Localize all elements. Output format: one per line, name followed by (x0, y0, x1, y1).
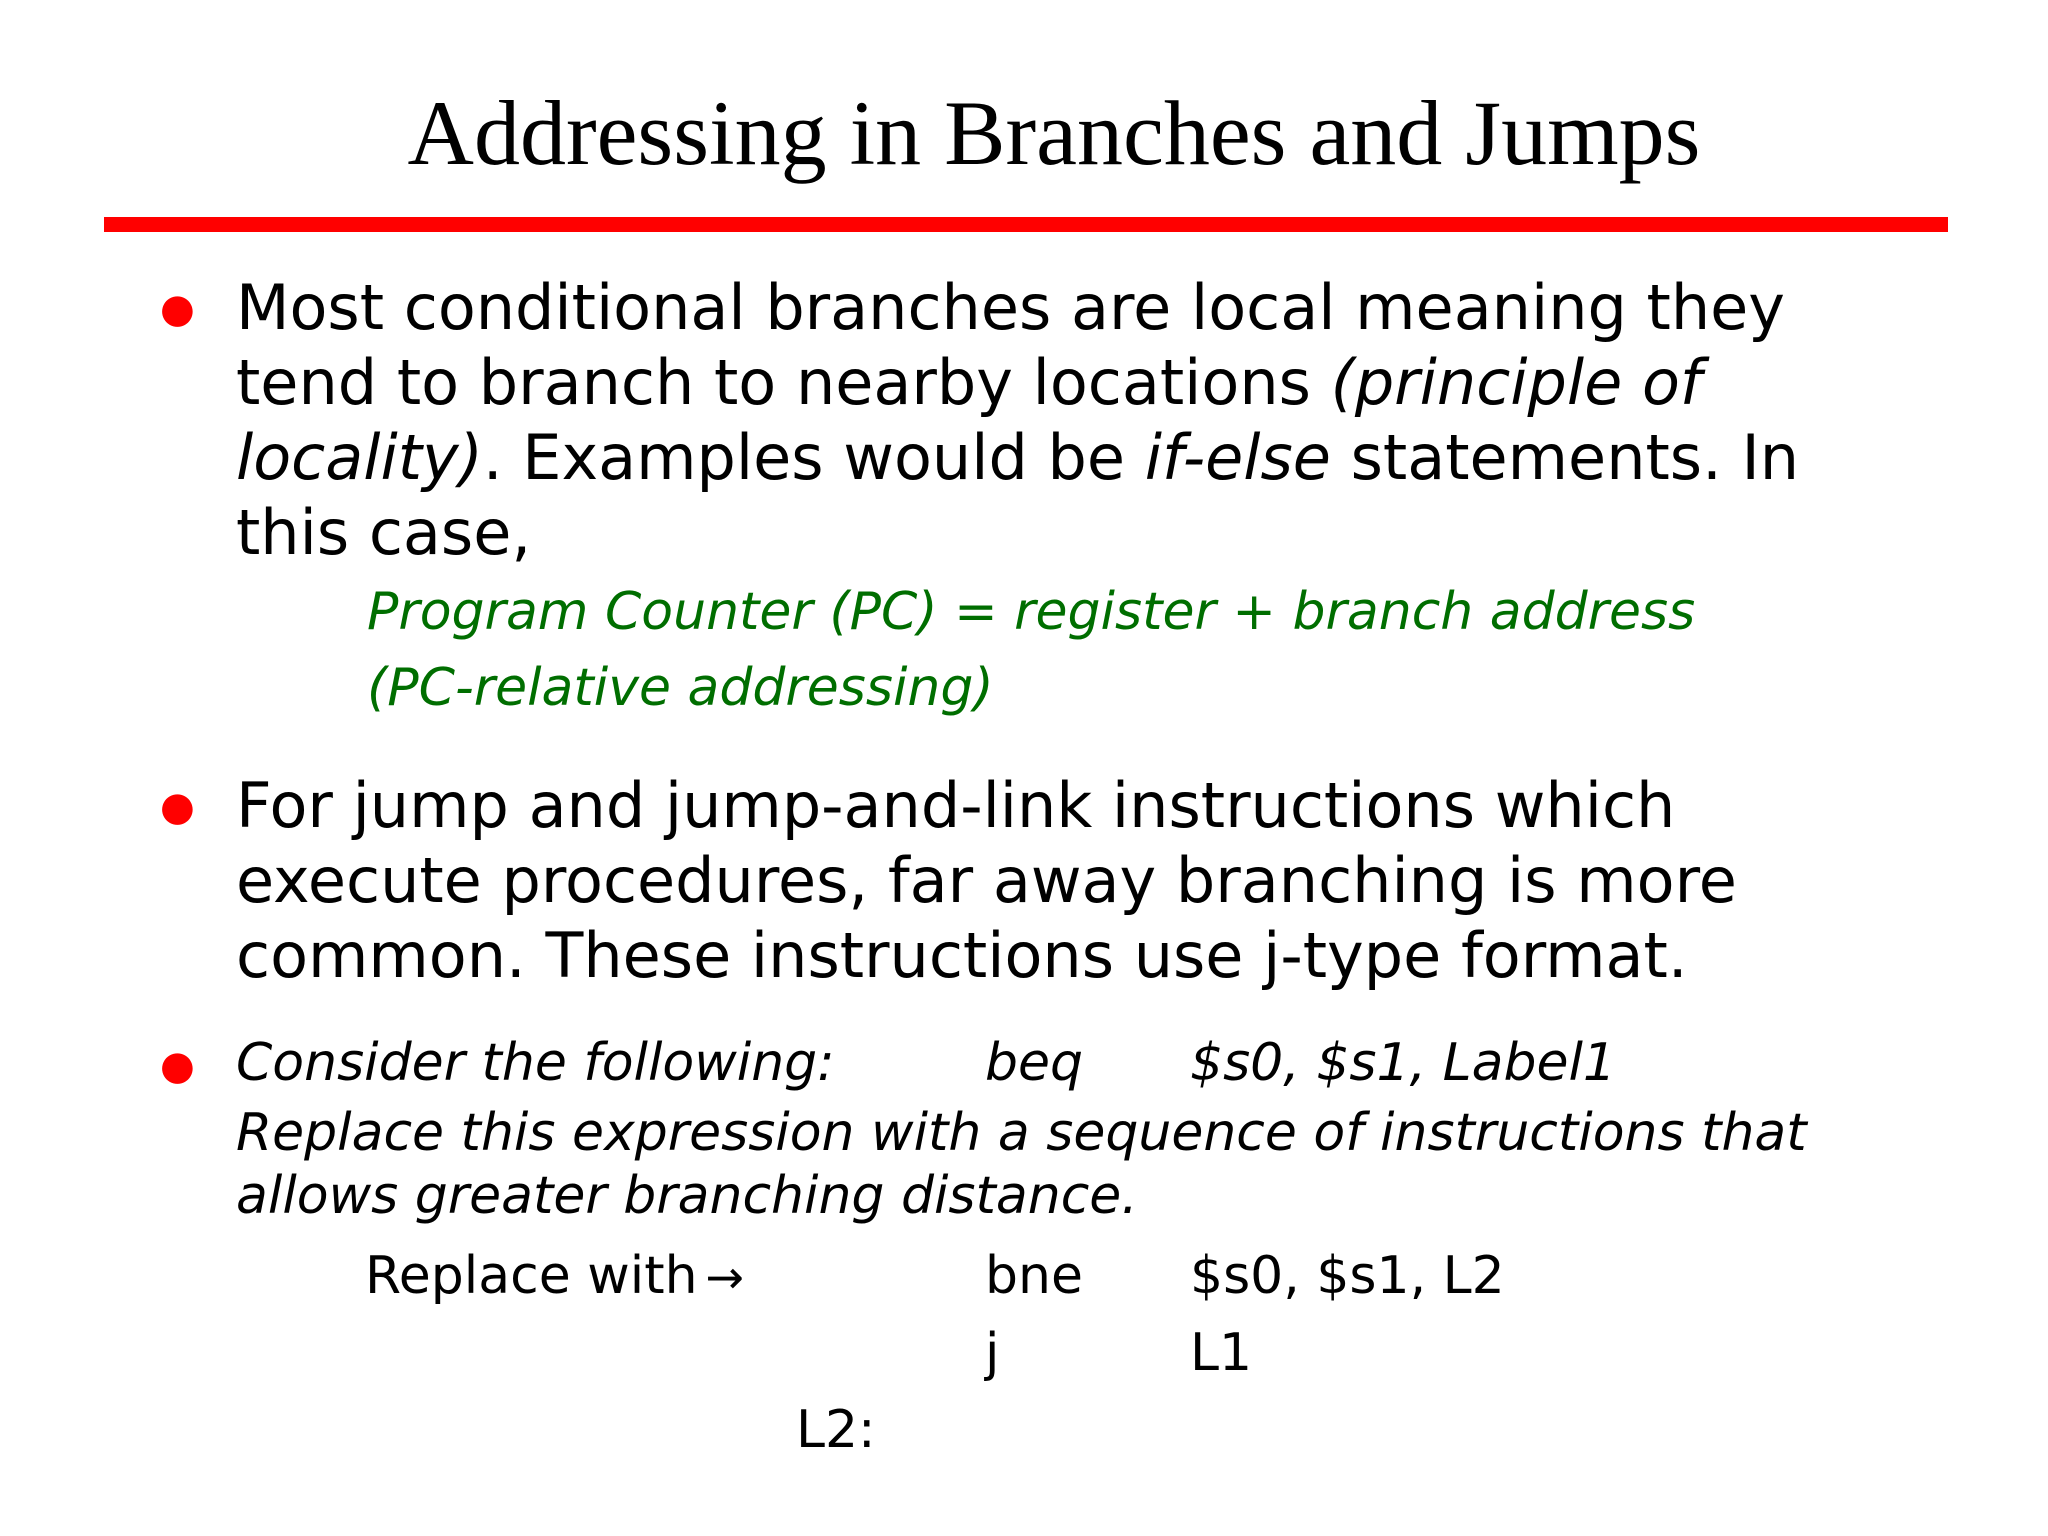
code-line-2-operands: L1 (1190, 1323, 1253, 1383)
bullet-1-line-1: Most conditional branches are local meaning they (236, 271, 1786, 344)
pc-relative-note: (PC-relative addressing) (367, 658, 994, 718)
bullet-1-line-3: locality). Examples would be if-else statements. In (236, 421, 1800, 494)
bullet-dot-1: ● (160, 286, 195, 332)
bullet-2-line-3: common. These instructions use j-type format. (236, 919, 1688, 992)
code-line-2-opcode: j (985, 1323, 1000, 1383)
bullet-dot-3: ● (160, 1043, 195, 1089)
replace-description-line-1: Replace this expression with a sequence of instructions that (236, 1103, 1807, 1163)
title-divider (104, 217, 1948, 232)
consider-operands: $s0, $s1, Label1 (1190, 1033, 1617, 1093)
bullet-dot-2: ● (160, 784, 195, 830)
replace-with-label: Replace with → (365, 1246, 745, 1306)
right-arrow-icon: → (705, 1250, 745, 1304)
bullet-1-line-2: tend to branch to nearby locations (principle of (236, 346, 1702, 419)
bullet-2-line-2: execute procedures, far away branching is more (236, 844, 1737, 917)
code-line-1-opcode: bne (985, 1246, 1083, 1306)
consider-label: Consider the following: (236, 1033, 835, 1093)
replace-description-line-2: allows greater branching distance. (236, 1166, 1138, 1226)
pc-formula: Program Counter (PC) = register + branch address (367, 582, 1696, 642)
consider-opcode: beq (985, 1033, 1084, 1093)
bullet-2-line-1: For jump and jump-and-link instructions which (236, 769, 1676, 842)
page-title: Addressing in Branches and Jumps (407, 82, 1701, 184)
bullet-1-line-4: this case, (236, 496, 532, 569)
code-line-3-label: L2: (796, 1400, 876, 1460)
code-line-1-operands: $s0, $s1, L2 (1190, 1246, 1505, 1306)
